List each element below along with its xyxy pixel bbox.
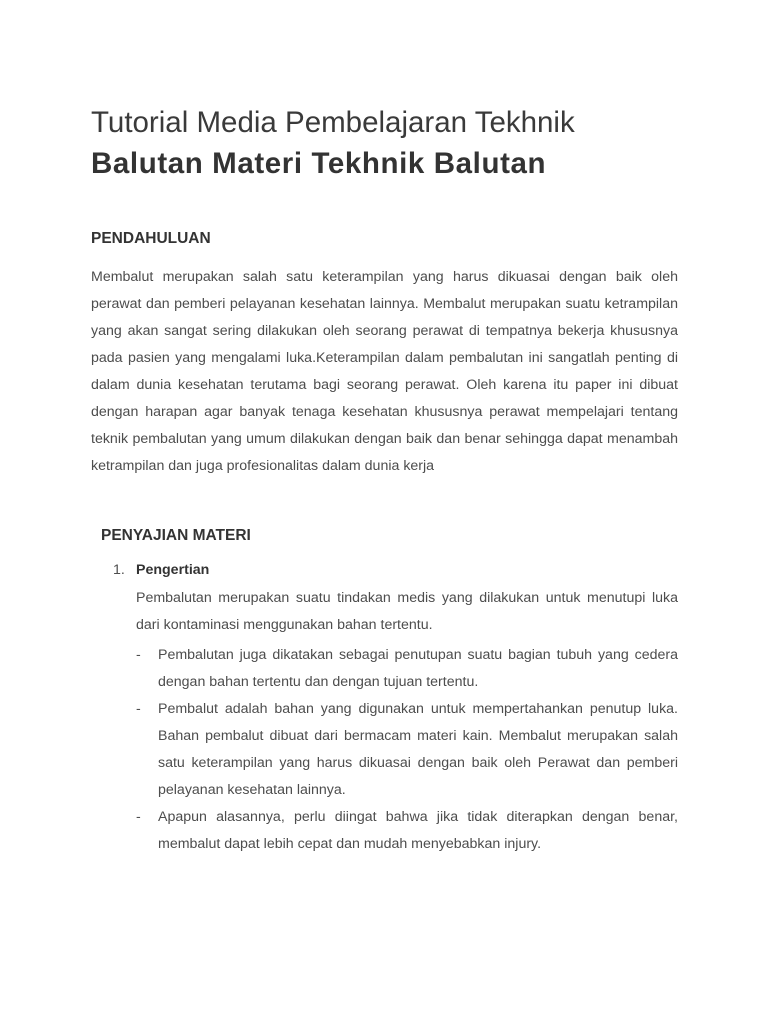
section-heading-penyajian-materi: PENYAJIAN MATERI (101, 527, 251, 544)
bullet-item (136, 642, 678, 696)
bullet-dash: - (136, 809, 141, 825)
bullet-text: Pembalutan juga dikatakan sebagai penutupan suatu bagian tubuh yang cedera dengan bahan tertentu dan dengan tujuan tertentu. (158, 647, 678, 690)
list-item-number: 1. (113, 562, 125, 578)
bullet-list (136, 642, 678, 858)
pendahuluan-paragraph: Membalut merupakan salah satu keterampilan yang harus dikuasai dengan baik oleh perawat dan pemberi pelayanan kesehatan lainnya. Membalut merupakan suatu ketrampilan yang akan sangat sering dilakukan oleh seorang perawat di tempatnya bekerja khususnya pada pasien yang mengalami luka.Keterampilan dalam pembalutan ini sangatlah penting di dalam dunia kesehatan terutama bagi seorang perawat. Oleh karena itu paper ini dibuat dengan harapan agar banyak tenaga kesehatan khususnya perawat mempelajari tentang teknik pembalutan yang umum dilakukan dengan baik dan benar sehingga dapat menambah ketrampilan dan juga profesionalitas dalam dunia kerja (91, 269, 678, 474)
bullet-item (136, 804, 678, 858)
document-title-line-2: Balutan Materi Tekhnik Balutan (91, 147, 547, 180)
list-item-description: Pembalutan merupakan suatu tindakan medis yang dilakukan untuk menutupi luka dari kontaminasi menggunakan bahan tertentu. (136, 590, 678, 633)
list-item-title: Pengertian (136, 562, 210, 578)
document-title-line-1: Tutorial Media Pembelajaran Tekhnik (91, 106, 575, 139)
bullet-text: Pembalut adalah bahan yang digunakan untuk mempertahankan penutup luka. Bahan pembalut dibuat dari bermacam materi kain. Membalut merupakan salah satu keterampilan yang harus dikuasai dengan baik oleh Perawat dan pemberi pelayanan kesehatan lainnya. (158, 701, 678, 798)
bullet-dash: - (136, 701, 141, 717)
section-heading-pendahuluan: PENDAHULUAN (91, 230, 211, 247)
bullet-item (136, 696, 678, 804)
bullet-dash: - (136, 647, 141, 663)
bullet-text: Apapun alasannya, perlu diingat bahwa jika tidak diterapkan dengan benar, membalut dapat lebih cepat dan mudah menyebabkan injury. (158, 809, 678, 852)
